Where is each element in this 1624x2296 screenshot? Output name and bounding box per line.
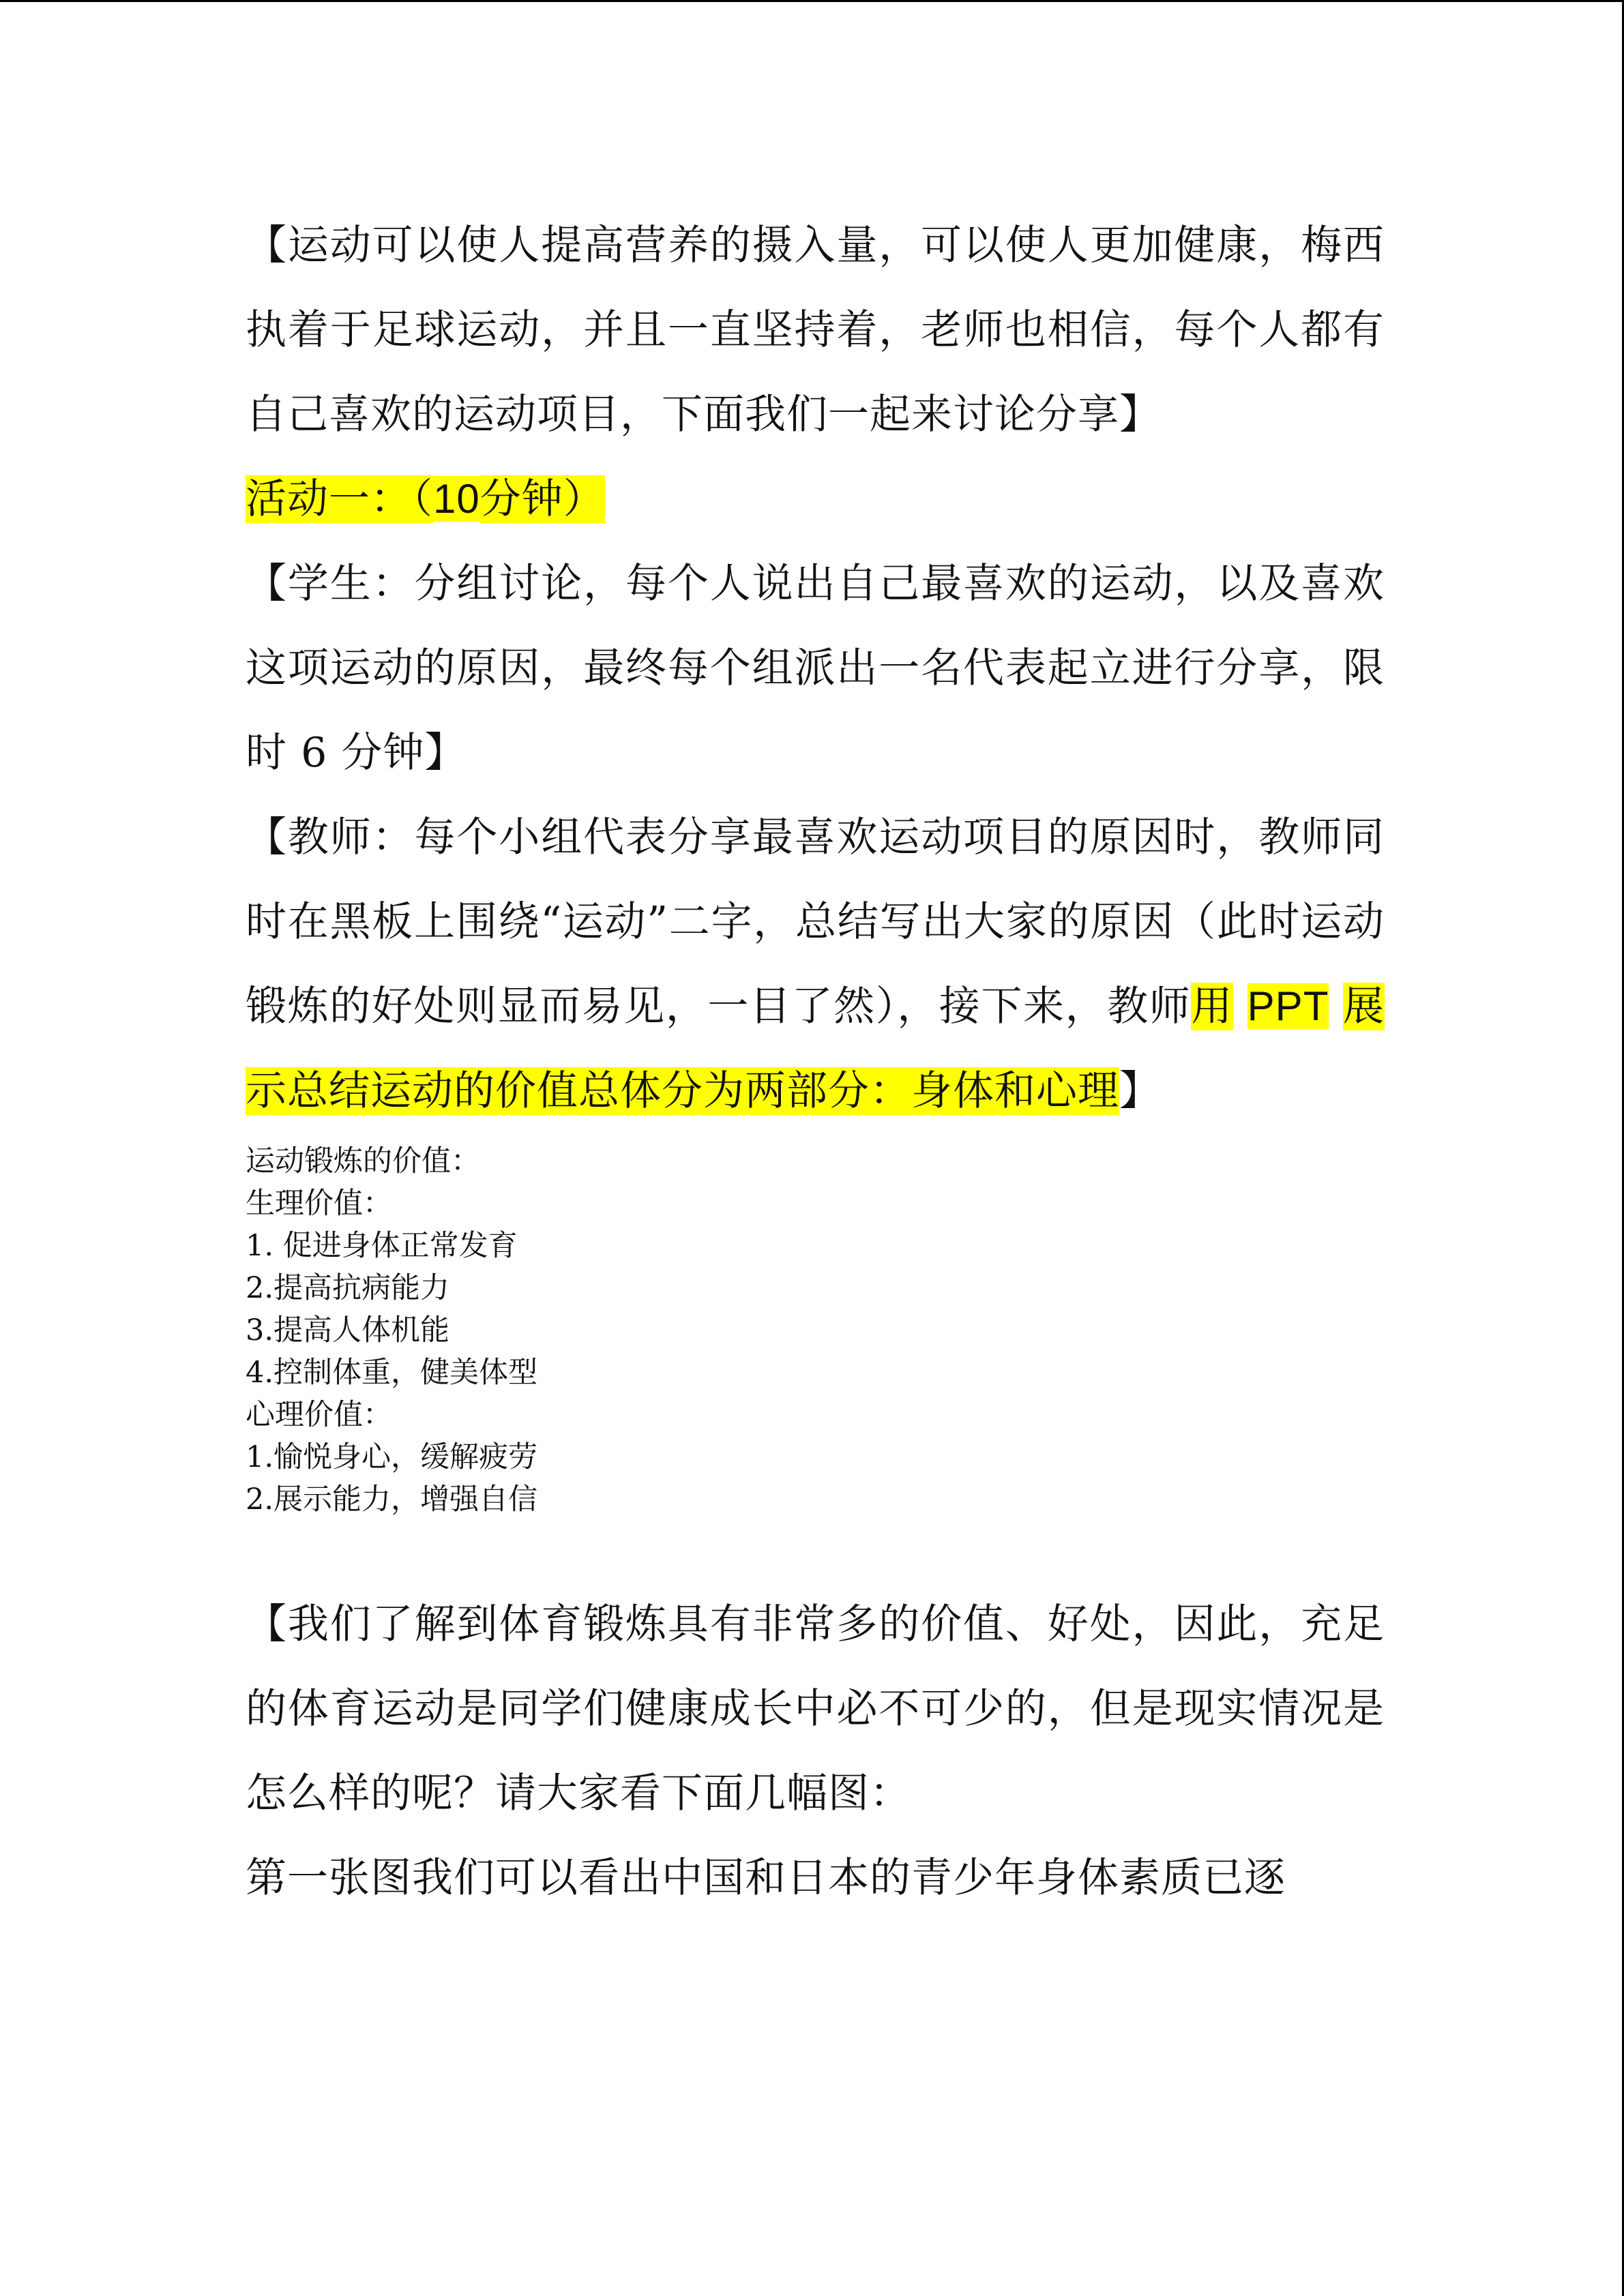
mental-value-item: 2.展示能力，增强自信 bbox=[246, 1482, 538, 1517]
intro-paragraph: 【运动可以使人提高营养的摄入量，可以使人更加健康，梅西执着于足球运动，并且一直坚持着，老师也相信，每个人都有自己喜欢的运动项目，下面我们一起来讨论分享】 bbox=[246, 222, 1385, 438]
mental-value-item: 1.愉悦身心，缓解疲劳 bbox=[246, 1440, 538, 1474]
closing-paragraph: 【我们了解到体育锻炼具有非常多的价值、好处，因此，充足的体育运动是同学们健康成长中必不可少的，但是现实情况是怎么样的呢？请大家看下面几幅图： bbox=[246, 1600, 1385, 1817]
physical-value-item: 3.提高人体机能 bbox=[246, 1313, 450, 1347]
teacher-highlight-summary: 展示总结运动的价值总体分为两部分：身体和心理 bbox=[246, 983, 1385, 1115]
teacher-text-end: 】 bbox=[1119, 1067, 1161, 1115]
teacher-highlight-use: 用 bbox=[1191, 983, 1233, 1030]
student-paragraph: 【学生：分组讨论，每个人说出自己最喜欢的运动，以及喜欢这项运动的原因，最终每个组派出一名代表起立进行分享，限时 6 分钟】 bbox=[246, 560, 1385, 777]
physical-value-heading: 生理价值： bbox=[246, 1187, 392, 1221]
activity-label-suffix: 分钟） bbox=[479, 475, 605, 523]
document-body bbox=[246, 203, 1385, 1920]
physical-value-item: 1. 促进身体正常发育 bbox=[246, 1229, 518, 1263]
activity-duration-number: 10 bbox=[433, 476, 480, 522]
activity-label-prefix: 活动一：（ bbox=[246, 475, 433, 523]
physical-value-item: 4.控制体重，健美体型 bbox=[246, 1356, 538, 1390]
value-list-heading: 运动锻炼的价值： bbox=[246, 1144, 480, 1178]
teacher-text: 【教师：每个小组代表分享最喜欢运动项目的原因时，教师同时在黑板上围绕“运动”二字，总结写出大家的原因（此时运动锻炼的好处则显而易见，一目了然），接下来，教师 bbox=[246, 814, 1385, 1030]
activity-heading bbox=[246, 457, 1385, 541]
mental-value-heading: 心理价值： bbox=[246, 1398, 392, 1432]
exercise-value-list bbox=[246, 1140, 1385, 1521]
teacher-paragraph bbox=[246, 795, 1385, 1133]
closing-next-line: 第一张图我们可以看出中国和日本的青少年身体素质已逐 bbox=[246, 1854, 1286, 1902]
teacher-highlight-ppt: PPT bbox=[1247, 983, 1329, 1029]
physical-value-item: 2.提高抗病能力 bbox=[246, 1271, 450, 1305]
